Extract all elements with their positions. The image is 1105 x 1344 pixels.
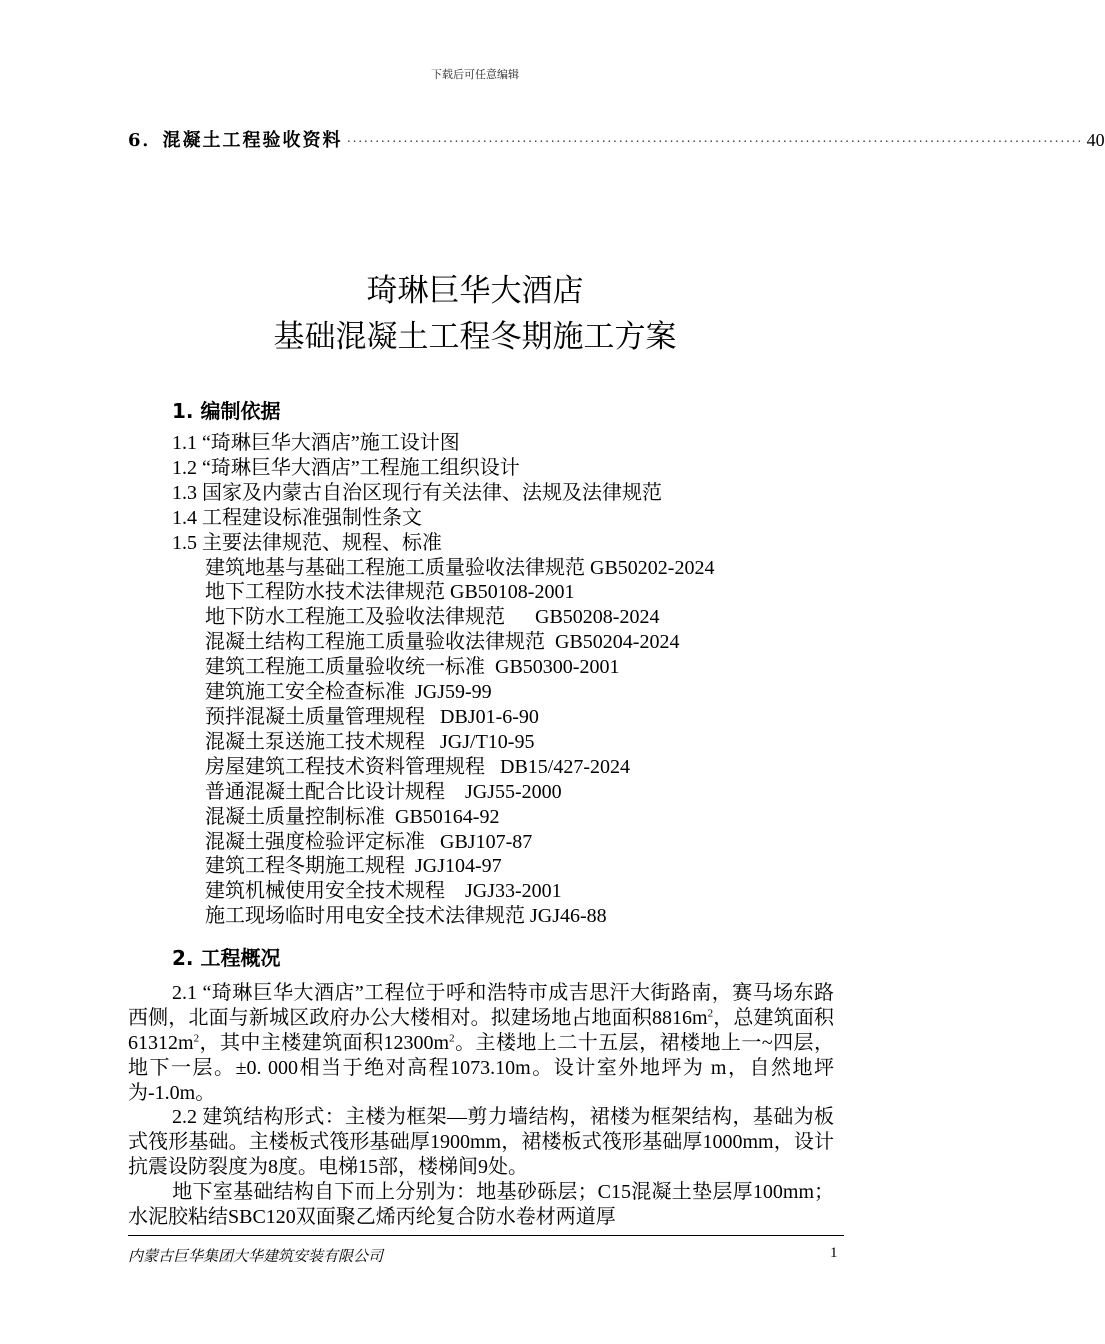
standard-item: 混凝土质量控制标准 GB50164-92 [205,805,500,828]
standard-item: 混凝土强度检验评定标准 GBJ107-87 [205,830,533,853]
list-item: 1.2 “琦琳巨华大酒店”工程施工组织设计 [172,456,520,479]
paragraph-text: 2.1 “琦琳巨华大酒店”工程位于呼和浩特市成吉思汗大街路南，赛马场东路西侧，北面与新城区政府办公大楼相对。拟建场地占地面积8816m [128,982,834,1029]
paragraph-text: ，其中主楼建筑面积12300m [199,1031,450,1054]
standard-item: 建筑机械使用安全技术规程 JGJ33-2001 [205,880,562,903]
standard-item: 普通混凝土配合比设计规程 JGJ55-2000 [205,780,562,803]
list-item: 1.1 “琦琳巨华大酒店”施工设计图 [172,432,460,454]
section-2-heading: 2. 工程概况 [172,946,281,970]
standard-item: 建筑地基与基础工程施工质量验收法律规范 GB50202-2024 [205,556,715,579]
standard-item: 预拌混凝土质量管理规程 DBJ01-6-90 [205,705,539,728]
paragraph-text: ，总建筑面积61312m [128,1006,835,1054]
section-1-heading: 1. 编制依据 [172,399,281,423]
title-line-2: 基础混凝土工程冬期施工方案 [273,319,677,355]
footer-divider [128,1235,844,1236]
list-item: 1.3 国家及内蒙古自治区现行有关法律、法规及法律规范 [172,481,662,504]
toc-title: 6．混凝土工程验收资料 [128,130,343,151]
footer-page-number: 1 [830,1245,838,1261]
toc-page-number: 40 [1086,130,1105,150]
standard-item: 建筑工程施工质量验收统一标准 GB50300-2001 [205,656,620,679]
header-note: 下载后可任意编辑 [431,69,519,81]
superscript: 2 [449,1032,455,1045]
list-item: 1.4 工程建设标准强制性条文 [172,506,422,529]
toc-leader-dots: ·································································································································· [346,135,1083,150]
standard-item: 房屋建筑工程技术资料管理规程 DB15/427-2024 [205,755,630,778]
paragraph-text: 。主楼地上二十五层，裙楼地上一~四层，地下一层。±0. 000相当于绝对高程1073.10m。设计室外地坪为 m，自然地坪为-1.0m。 [128,1031,834,1104]
standard-item: 地下防水工程施工及验收法律规范 GB50208-2024 [205,606,660,629]
standard-item: 建筑工程冬期施工规程 JGJ104-97 [205,855,502,878]
standard-item: 建筑施工安全检查标准 JGJ59-99 [205,681,492,704]
title-line-1: 琦琳巨华大酒店 [366,273,584,309]
toc-entry [128,126,1105,154]
standard-item: 混凝土结构工程施工质量验收法律规范 GB50204-2024 [205,631,680,654]
superscript: 2 [707,1007,714,1020]
standard-item: 地下工程防水技术法律规范 GB50108-2001 [205,581,575,604]
paragraph-2-3 [128,1180,834,1230]
standard-item: 混凝土泵送施工技术规程 JGJ/T10-95 [205,730,535,753]
footer-company: 内蒙古巨华集团大华建筑安装有限公司 [128,1249,384,1265]
list-item: 1.5 主要法律规范、规程、标准 [172,531,442,554]
paragraph-2-1 [128,981,834,1106]
paragraph-text: 2.2 建筑结构形式：主楼为框架—剪力墙结构，裙楼为框架结构，基础为板式筏形基础。主楼板式筏形基础厚1900mm，裙楼板式筏形基础厚1000mm，设计抗震设防裂度为8度。电梯15部，楼梯间9处。 [128,1106,834,1178]
paragraph-2-2 [128,1105,834,1180]
section-1-list [172,431,714,929]
document-title [0,268,950,360]
standard-item: 施工现场临时用电安全技术法律规范 JGJ46-88 [205,905,607,928]
superscript: 2 [193,1032,200,1045]
paragraph-text: 地下室基础结构自下而上分别为：地基砂砾层；C15混凝土垫层厚100mm；水泥胶粘结SBC120双面聚乙烯丙纶复合防水卷材两道厚 [128,1181,834,1228]
